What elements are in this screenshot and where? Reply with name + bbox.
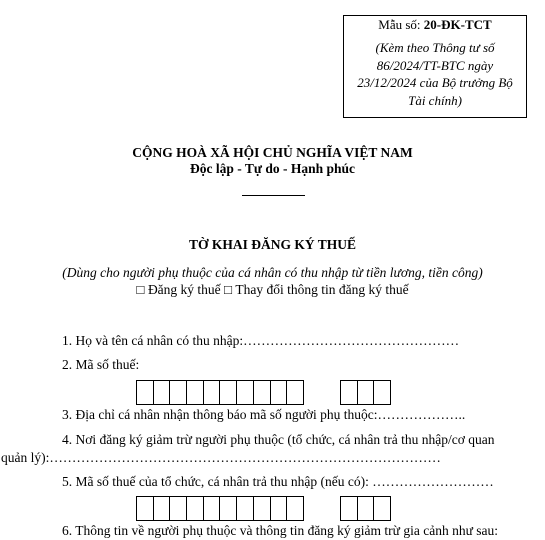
note-line-3: 23/12/2024 của Bộ trưởng Bộ bbox=[357, 75, 513, 90]
payer-tax-code-suffix-box[interactable] bbox=[340, 496, 358, 521]
payer-tax-code-digit-box[interactable] bbox=[219, 496, 237, 521]
field-4-registration-place-line-1: 4. Nơi đăng ký giảm trừ người phụ thuộc (tổ chức, cá nhân trả thu nhập/cơ quan bbox=[62, 432, 495, 447]
field-1-income-earner-name: 1. Họ và tên cá nhân có thu nhập:………………………………………… bbox=[62, 333, 460, 348]
tax-code-boxes-suffix[interactable] bbox=[340, 380, 390, 405]
tax-code-suffix-box[interactable] bbox=[340, 380, 358, 405]
field-3-notice-address: 3. Địa chỉ cá nhân nhận thông báo mã số người phụ thuộc:……………….. bbox=[62, 407, 466, 422]
form-code-box bbox=[343, 15, 527, 118]
tax-code-digit-box[interactable] bbox=[236, 380, 254, 405]
tax-code-suffix-box[interactable] bbox=[373, 380, 391, 405]
national-motto: Độc lập - Tự do - Hạnh phúc bbox=[189, 161, 356, 176]
field-4-registration-place-line-2: quản lý):…………………………………………………………………………… bbox=[1, 450, 441, 465]
payer-tax-code-digit-box[interactable] bbox=[203, 496, 221, 521]
register-checkbox[interactable]: □ bbox=[136, 282, 145, 297]
note-line-1: (Kèm theo Thông tư số bbox=[375, 40, 495, 55]
payer-tax-code-digit-box[interactable] bbox=[270, 496, 288, 521]
tax-code-digit-box[interactable] bbox=[203, 380, 221, 405]
payer-tax-code-suffix-box[interactable] bbox=[373, 496, 391, 521]
payer-tax-code-suffix-box[interactable] bbox=[357, 496, 375, 521]
payer-tax-code-digit-box[interactable] bbox=[253, 496, 271, 521]
tax-code-suffix-box[interactable] bbox=[357, 380, 375, 405]
form-legal-note bbox=[344, 39, 526, 109]
payer-tax-code-boxes-main[interactable] bbox=[136, 496, 303, 521]
payer-tax-code-digit-box[interactable] bbox=[286, 496, 304, 521]
payer-tax-code-digit-box[interactable] bbox=[136, 496, 154, 521]
register-label: Đăng ký thuế bbox=[147, 282, 221, 297]
field-6-dependent-info: 6. Thông tin về người phụ thuộc và thông tin đăng ký giảm trừ gia cảnh như sau: bbox=[62, 523, 499, 538]
field-5-payer-tax-code-label: 5. Mã số thuế của tổ chức, cá nhân trả thu nhập (nếu có): ……………………… bbox=[62, 474, 494, 489]
note-line-2: 86/2024/TT-BTC ngày bbox=[376, 57, 494, 73]
form-code-prefix: Mẫu số: bbox=[378, 17, 424, 32]
change-checkbox[interactable]: □ bbox=[224, 282, 233, 297]
form-code bbox=[344, 17, 526, 33]
national-title: CỘNG HOÀ XÃ HỘI CHỦ NGHĨA VIỆT NAM bbox=[132, 145, 413, 160]
field-2-tax-code-label: 2. Mã số thuế: bbox=[62, 357, 140, 372]
tax-code-digit-box[interactable] bbox=[286, 380, 304, 405]
document-title: TỜ KHAI ĐĂNG KÝ THUẾ bbox=[188, 237, 357, 252]
note-line-4: Tài chính) bbox=[408, 92, 462, 108]
form-code-value: 20-ĐK-TCT bbox=[423, 17, 492, 32]
tax-code-digit-box[interactable] bbox=[186, 380, 204, 405]
tax-code-boxes-main[interactable] bbox=[136, 380, 303, 405]
motto-underline bbox=[242, 195, 305, 196]
payer-tax-code-digit-box[interactable] bbox=[169, 496, 187, 521]
tax-code-digit-box[interactable] bbox=[219, 380, 237, 405]
tax-code-digit-box[interactable] bbox=[169, 380, 187, 405]
tax-code-digit-box[interactable] bbox=[153, 380, 171, 405]
payer-tax-code-digit-box[interactable] bbox=[236, 496, 254, 521]
payer-tax-code-boxes-suffix[interactable] bbox=[340, 496, 390, 521]
registration-options bbox=[0, 282, 545, 298]
tax-code-digit-box[interactable] bbox=[270, 380, 288, 405]
change-label: Thay đổi thông tin đăng ký thuế bbox=[235, 282, 409, 297]
payer-tax-code-digit-box[interactable] bbox=[153, 496, 171, 521]
tax-code-digit-box[interactable] bbox=[136, 380, 154, 405]
tax-code-digit-box[interactable] bbox=[253, 380, 271, 405]
payer-tax-code-digit-box[interactable] bbox=[186, 496, 204, 521]
document-subtitle: (Dùng cho người phụ thuộc của cá nhân có thu nhập từ tiền lương, tiền công) bbox=[62, 265, 483, 280]
